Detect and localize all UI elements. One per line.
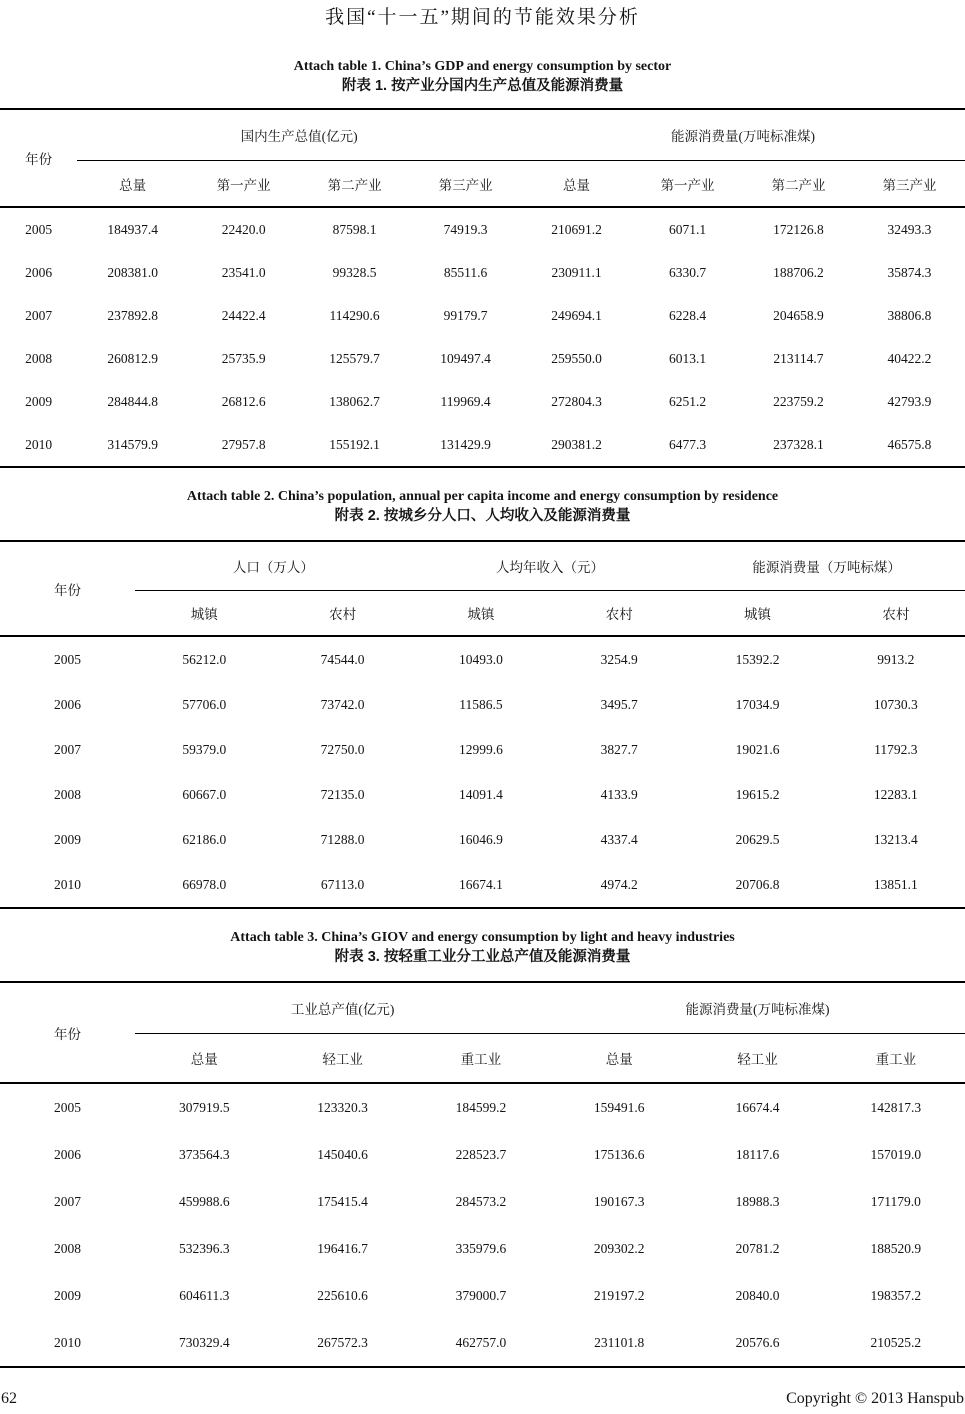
table-row — [0, 251, 965, 294]
table-row — [0, 1083, 965, 1131]
column-header: 轻工业 — [688, 1034, 826, 1084]
table-3-caption-en: Attach table 3. China’s GIOV and energy consumption by light and heavy industries — [230, 930, 735, 945]
value-cell: 6251.2 — [668, 393, 707, 409]
value-cell: 13851.1 — [873, 876, 918, 892]
column-header: 第三产业 — [854, 161, 965, 208]
value-cell: 249694.1 — [551, 307, 602, 323]
column-header: 重工业 — [827, 1034, 965, 1084]
value-cell: 20781.2 — [735, 1240, 780, 1256]
value-cell: 72135.0 — [320, 786, 365, 802]
value-cell: 184599.2 — [455, 1099, 507, 1115]
value-cell: 314579.9 — [107, 436, 158, 452]
table-row — [0, 636, 965, 682]
table-row — [0, 862, 965, 908]
value-cell: 219197.2 — [593, 1287, 645, 1303]
value-cell: 99179.7 — [443, 307, 488, 323]
column-header: 第一产业 — [188, 161, 299, 208]
value-cell: 213114.7 — [773, 350, 824, 366]
column-header: 总量 — [77, 161, 188, 208]
value-cell: 462757.0 — [455, 1334, 507, 1350]
value-cell: 10493.0 — [458, 651, 503, 667]
giov-energy-by-industry-table — [0, 981, 965, 1368]
value-cell: 284573.2 — [455, 1193, 507, 1209]
value-cell: 3827.7 — [600, 741, 638, 757]
value-cell: 223759.2 — [773, 393, 824, 409]
value-cell: 87598.1 — [332, 221, 377, 237]
value-cell: 4337.4 — [600, 831, 638, 847]
value-cell: 145040.6 — [317, 1146, 368, 1162]
value-cell: 11792.3 — [874, 741, 918, 757]
value-cell: 67113.0 — [320, 876, 365, 892]
page-footer — [0, 1390, 965, 1408]
table-row — [0, 1178, 965, 1225]
year-cell: 2009 — [25, 393, 53, 409]
value-cell: 209302.2 — [593, 1240, 645, 1256]
year-cell: 2007 — [54, 741, 82, 757]
value-cell: 60667.0 — [182, 786, 227, 802]
value-cell: 307919.5 — [178, 1099, 230, 1115]
value-cell: 10730.3 — [873, 696, 918, 712]
year-cell: 2005 — [25, 221, 53, 237]
value-cell: 99328.5 — [332, 264, 377, 280]
value-cell: 4133.9 — [600, 786, 638, 802]
value-cell: 20706.8 — [735, 876, 780, 892]
year-cell: 2007 — [25, 307, 53, 323]
value-cell: 24422.4 — [221, 307, 266, 323]
value-cell: 123320.3 — [317, 1099, 368, 1115]
group-header: 能源消费量（万吨标煤） — [688, 541, 965, 591]
giov-energy-by-industry-table-grid — [0, 981, 965, 1368]
giov-energy-table-section — [0, 929, 965, 1368]
group-header: 能源消费量(万吨标准煤) — [550, 982, 965, 1034]
year-cell: 2008 — [25, 350, 53, 366]
value-cell: 18117.6 — [735, 1146, 780, 1162]
column-header: 第一产业 — [632, 161, 743, 208]
value-cell: 228523.7 — [455, 1146, 507, 1162]
year-cell: 2007 — [54, 1193, 82, 1209]
column-header: 重工业 — [412, 1034, 550, 1084]
value-cell: 175415.4 — [317, 1193, 368, 1209]
table-2-caption-cn: 附表 2. 按城乡分人口、人均收入及能源消费量 — [334, 508, 631, 524]
table-1-caption-en: Attach table 1. China’s GDP and energy consumption by sector — [293, 59, 672, 74]
group-header: 人口（万人） — [135, 541, 412, 591]
value-cell: 230911.1 — [551, 264, 602, 280]
value-cell: 284844.8 — [107, 393, 158, 409]
value-cell: 74919.3 — [443, 221, 488, 237]
table-row — [0, 423, 965, 467]
value-cell: 730329.4 — [178, 1334, 230, 1350]
year-cell: 2010 — [25, 436, 53, 452]
value-cell: 6330.7 — [668, 264, 707, 280]
table-row — [0, 337, 965, 380]
gdp-energy-by-sector-table-grid — [0, 108, 965, 468]
column-header: 城镇 — [412, 591, 550, 637]
value-cell: 19615.2 — [735, 786, 780, 802]
value-cell: 604611.3 — [179, 1287, 230, 1303]
gdp-energy-by-sector-table — [0, 108, 965, 468]
value-cell: 12283.1 — [873, 786, 918, 802]
group-header: 能源消费量(万吨标准煤) — [521, 109, 965, 161]
year-cell: 2010 — [54, 876, 82, 892]
value-cell: 66978.0 — [182, 876, 227, 892]
value-cell: 38806.8 — [887, 307, 932, 323]
value-cell: 225610.6 — [317, 1287, 368, 1303]
value-cell: 373564.3 — [178, 1146, 230, 1162]
year-column-header: 年份 — [0, 982, 135, 1083]
year-cell: 2009 — [54, 1287, 82, 1303]
table-row — [0, 294, 965, 337]
value-cell: 57706.0 — [182, 696, 227, 712]
value-cell: 379000.7 — [455, 1287, 507, 1303]
value-cell: 532396.3 — [178, 1240, 230, 1256]
value-cell: 40422.2 — [887, 350, 932, 366]
value-cell: 138062.7 — [329, 393, 380, 409]
column-header: 第二产业 — [299, 161, 410, 208]
value-cell: 142817.3 — [870, 1099, 922, 1115]
population-income-table-section — [0, 488, 965, 909]
value-cell: 16674.1 — [458, 876, 503, 892]
value-cell: 198357.2 — [870, 1287, 922, 1303]
value-cell: 16046.9 — [458, 831, 503, 847]
value-cell: 27957.8 — [221, 436, 266, 452]
value-cell: 260812.9 — [107, 350, 158, 366]
value-cell: 42793.9 — [887, 393, 932, 409]
year-cell: 2008 — [54, 786, 82, 802]
value-cell: 196416.7 — [317, 1240, 368, 1256]
value-cell: 119969.4 — [440, 393, 491, 409]
value-cell: 208381.0 — [107, 264, 158, 280]
table-row — [0, 1131, 965, 1178]
value-cell: 6477.3 — [668, 436, 707, 452]
column-header: 城镇 — [688, 591, 826, 637]
value-cell: 188706.2 — [773, 264, 824, 280]
value-cell: 4974.2 — [600, 876, 638, 892]
value-cell: 16674.4 — [735, 1099, 780, 1115]
value-cell: 171179.0 — [870, 1193, 921, 1209]
column-header: 总量 — [550, 1034, 688, 1084]
copyright-notice: Copyright © 2013 Hanspub — [786, 1390, 964, 1407]
value-cell: 3254.9 — [600, 651, 638, 667]
column-header: 农村 — [273, 591, 411, 637]
value-cell: 32493.3 — [887, 221, 932, 237]
value-cell: 459988.6 — [178, 1193, 230, 1209]
table-3-caption-cn: 附表 3. 按轻重工业分工业总产值及能源消费量 — [334, 949, 631, 965]
value-cell: 17034.9 — [735, 696, 780, 712]
value-cell: 6071.1 — [668, 221, 707, 237]
year-cell: 2006 — [25, 264, 53, 280]
table-row — [0, 380, 965, 423]
value-cell: 335979.6 — [455, 1240, 507, 1256]
value-cell: 237892.8 — [107, 307, 158, 323]
value-cell: 85511.6 — [443, 264, 488, 280]
value-cell: 62186.0 — [182, 831, 227, 847]
value-cell: 23541.0 — [221, 264, 266, 280]
table-1-caption — [0, 58, 965, 96]
value-cell: 14091.4 — [458, 786, 503, 802]
gdp-energy-table-section — [0, 58, 965, 468]
value-cell: 46575.8 — [887, 436, 932, 452]
value-cell: 125579.7 — [329, 350, 380, 366]
column-header: 总量 — [521, 161, 632, 208]
value-cell: 74544.0 — [320, 651, 365, 667]
value-cell: 184937.4 — [107, 221, 158, 237]
population-income-energy-table — [0, 540, 965, 909]
value-cell: 12999.6 — [458, 741, 503, 757]
value-cell: 157019.0 — [870, 1146, 922, 1162]
value-cell: 71288.0 — [320, 831, 365, 847]
value-cell: 204658.9 — [773, 307, 824, 323]
table-row — [0, 772, 965, 817]
value-cell: 22420.0 — [221, 221, 266, 237]
value-cell: 109497.4 — [440, 350, 491, 366]
population-income-energy-table-grid — [0, 540, 965, 909]
value-cell: 210525.2 — [870, 1334, 922, 1350]
value-cell: 188520.9 — [870, 1240, 922, 1256]
page-title: 我国“十一五”期间的节能效果分析 — [325, 7, 640, 28]
value-cell: 35874.3 — [887, 264, 932, 280]
year-column-header: 年份 — [0, 541, 135, 636]
value-cell: 231101.8 — [594, 1334, 645, 1350]
column-header: 城镇 — [135, 591, 273, 637]
table-row — [0, 207, 965, 251]
value-cell: 175136.6 — [593, 1146, 645, 1162]
table-row — [0, 1319, 965, 1367]
value-cell: 13213.4 — [873, 831, 918, 847]
year-cell: 2009 — [54, 831, 82, 847]
column-header: 总量 — [135, 1034, 273, 1084]
table-1-caption-cn: 附表 1. 按产业分国内生产总值及能源消费量 — [341, 78, 624, 94]
value-cell: 272804.3 — [551, 393, 602, 409]
value-cell: 20840.0 — [735, 1287, 780, 1303]
table-row — [0, 1272, 965, 1319]
value-cell: 15392.2 — [735, 651, 780, 667]
column-header: 轻工业 — [273, 1034, 411, 1084]
value-cell: 6228.4 — [668, 307, 707, 323]
table-2-caption — [0, 488, 965, 526]
value-cell: 20576.6 — [735, 1334, 780, 1350]
value-cell: 19021.6 — [735, 741, 780, 757]
value-cell: 3495.7 — [600, 696, 638, 712]
value-cell: 267572.3 — [317, 1334, 368, 1350]
value-cell: 18988.3 — [735, 1193, 780, 1209]
column-header: 第三产业 — [410, 161, 521, 208]
group-header: 国内生产总值(亿元) — [77, 109, 521, 161]
year-cell: 2006 — [54, 1146, 82, 1162]
value-cell: 26812.6 — [221, 393, 266, 409]
year-cell: 2010 — [54, 1334, 82, 1350]
column-header: 第二产业 — [743, 161, 854, 208]
value-cell: 59379.0 — [182, 741, 227, 757]
year-column-header: 年份 — [0, 109, 77, 207]
value-cell: 56212.0 — [182, 651, 227, 667]
value-cell: 72750.0 — [320, 741, 365, 757]
value-cell: 155192.1 — [329, 436, 380, 452]
page-number: 62 — [1, 1390, 17, 1407]
table-row — [0, 727, 965, 772]
value-cell: 11586.5 — [459, 696, 503, 712]
value-cell: 131429.9 — [440, 436, 491, 452]
year-cell: 2005 — [54, 651, 82, 667]
value-cell: 25735.9 — [221, 350, 266, 366]
group-header: 人均年收入（元） — [412, 541, 689, 591]
group-header: 工业总产值(亿元) — [135, 982, 550, 1034]
table-3-caption — [0, 929, 965, 967]
value-cell: 290381.2 — [551, 436, 602, 452]
year-cell: 2008 — [54, 1240, 82, 1256]
table-row — [0, 1225, 965, 1272]
value-cell: 259550.0 — [551, 350, 602, 366]
year-cell: 2006 — [54, 696, 82, 712]
value-cell: 114290.6 — [329, 307, 380, 323]
year-cell: 2005 — [54, 1099, 82, 1115]
value-cell: 73742.0 — [320, 696, 365, 712]
column-header: 农村 — [827, 591, 965, 637]
value-cell: 190167.3 — [593, 1193, 645, 1209]
value-cell: 6013.1 — [668, 350, 707, 366]
value-cell: 237328.1 — [773, 436, 824, 452]
value-cell: 159491.6 — [593, 1099, 645, 1115]
table-row — [0, 682, 965, 727]
value-cell: 9913.2 — [877, 651, 915, 667]
table-row — [0, 817, 965, 862]
value-cell: 20629.5 — [735, 831, 780, 847]
column-header: 农村 — [550, 591, 688, 637]
table-2-caption-en: Attach table 2. China’s population, annual per capita income and energy consumption by residence — [186, 489, 779, 504]
value-cell: 172126.8 — [773, 221, 824, 237]
value-cell: 210691.2 — [551, 221, 602, 237]
